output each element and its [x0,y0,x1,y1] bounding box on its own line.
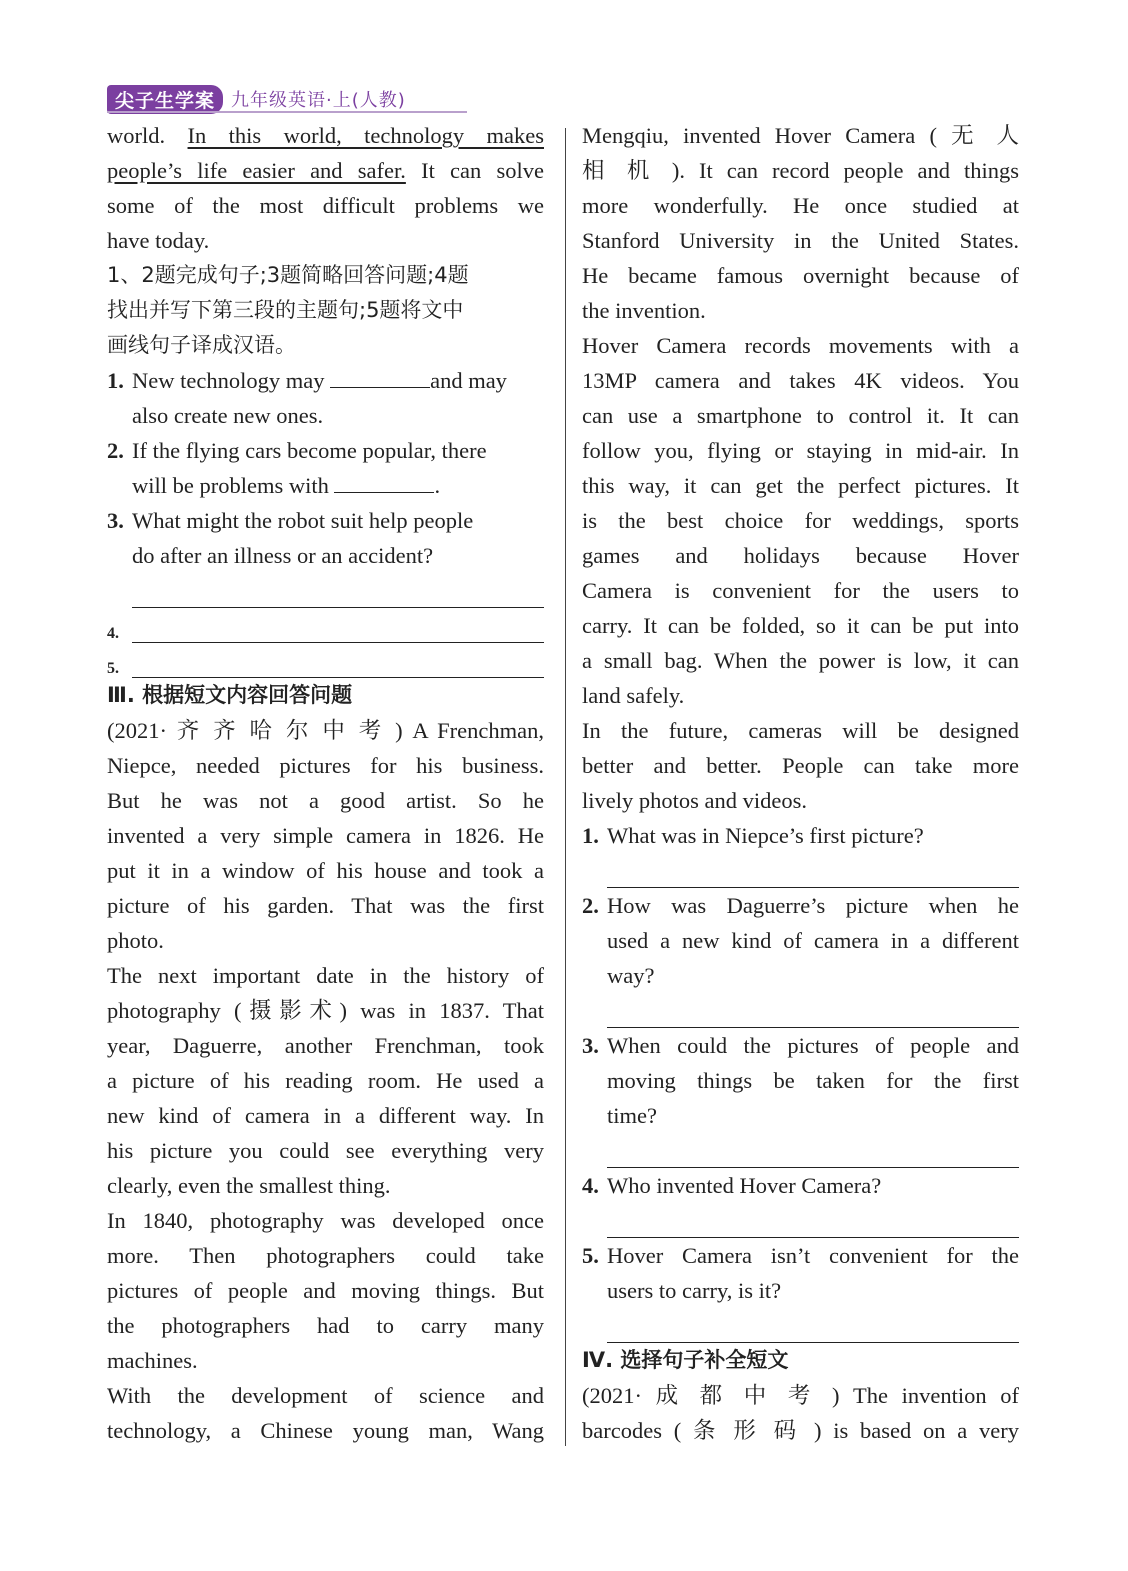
question-2-cont: will be problems with . [107,468,544,503]
passage-line: In the future, cameras will be designed [582,718,1019,743]
passage-line: more wonderfully. He once studied at [582,193,1019,218]
passage-line: a picture of his reading room. He used a [107,1068,544,1093]
passage-line: invented a very simple camera in 1826. He [107,823,544,848]
passage-line: land safely. [582,683,685,708]
brand-logo: 尖子生学案 [107,85,223,114]
passage-line: new kind of camera in a different way. In [107,1103,544,1128]
passage-line: Mengqiu, invented Hover Camera ( 无 人 [582,123,1019,148]
passage-line: some of the most difficult problems we [107,193,544,218]
question-3-cont: do after an illness or an accident? [132,543,434,568]
question-2: 2. If the flying cars become popular, there [107,438,487,463]
section-heading: Ⅲ. 根据短文内容回答问题 [107,683,353,707]
passage-line: Camera is convenient for the users to [582,578,1019,603]
passage-line: his picture you could see everything very [107,1138,544,1163]
passage-line: can use a smartphone to control it. It can [582,403,1019,428]
passage-line: Hover Camera records movements with a [582,333,1019,358]
passage-line: games and holidays because Hover [582,543,1019,568]
passage-line: have today. [107,228,210,253]
answer-line[interactable] [582,1203,1019,1238]
passage-line: barcodes ( 条 形 码 ) is based on a very [582,1418,1019,1443]
answer-blank[interactable] [334,470,434,493]
passage-line: picture of his garden. That was the first [107,893,544,918]
passage-line: is the best choice for weddings, sports [582,508,1019,533]
answer-line[interactable] [582,853,1019,888]
passage-line: machines. [107,1348,198,1373]
answer-line[interactable] [582,993,1019,1028]
passage-line: year, Daguerre, another Frenchman, took [107,1033,544,1058]
answer-blank[interactable] [330,365,430,388]
passage-line: (2021· 成 都 中 考 ) The invention of [582,1383,1019,1408]
passage-line: follow you, flying or staying in mid-air. In [582,438,1019,463]
section-heading: Ⅳ. 选择句子补全短文 [582,1348,789,1372]
question-5[interactable]: 5. [107,643,544,678]
right-column [582,118,1019,1448]
passage-line: photography (摄影术) was in 1837. That [107,998,544,1023]
passage-line: But he was not a good artist. So he [107,788,544,813]
passage-line: The next important date in the history of [107,963,544,988]
passage-line: With the development of science and [107,1383,544,1408]
passage-line: photo. [107,928,164,953]
passage-line: He became famous overnight because of [582,263,1019,288]
question-4: 4. Who invented Hover Camera? [582,1173,882,1198]
passage-line: (2021· 齐 齐 哈 尔 中 考 ) A Frenchman, [107,718,544,743]
question-1-cont: also create new ones. [132,403,324,428]
book-subtitle: 九年级英语·上(人教) [231,90,406,111]
instruction-line: 1、2题完成句子;3题简略回答问题;4题 [107,263,469,287]
question-1: 1. New technology may and may [107,363,544,398]
answer-line[interactable] [582,1133,1019,1168]
question-5: 5. Hover Camera isn’t convenient for the users to carry, is it? [582,1243,1019,1303]
header-rule [107,111,467,113]
passage-line: better and better. People can take more [582,753,1019,778]
left-column [107,118,544,1448]
answer-line[interactable] [107,573,544,608]
passage-line: Stanford University in the United States. [582,228,1019,253]
passage-line: 相 机 ). It can record people and things [582,158,1019,183]
passage-line: clearly, even the smallest thing. [107,1173,391,1198]
question-4[interactable]: 4. [107,608,544,643]
passage-line: 13MP camera and takes 4K videos. You [582,368,1019,393]
answer-line[interactable] [582,1308,1019,1343]
passage-line: carry. It can be folded, so it can be put into [582,613,1019,638]
passage-line: put it in a window of his house and took a [107,858,544,883]
passage-line: pictures of people and moving things. But [107,1278,544,1303]
question-3: 3. When could the pictures of people and moving things be taken for the first time? [582,1033,1019,1128]
passage-line: this way, it can get the perfect pictures. It [582,473,1019,498]
passage-line: world. In this world, technology makes [107,123,544,148]
passage-line: more. Then photographers could take [107,1243,544,1268]
page-header [107,84,406,114]
passage-line: lively photos and videos. [582,788,807,813]
passage-line: people’s life easier and safer. It can solve [107,158,544,183]
passage-line: the photographers had to carry many [107,1313,544,1338]
passage-line: a small bag. When the power is low, it can [582,648,1019,673]
instruction-line: 找出并写下第三段的主题句;5题将文中 [107,298,464,322]
question-3: 3. What might the robot suit help people [107,508,474,533]
question-2: 2. How was Daguerre’s picture when he used a new kind of camera in a different way? [582,893,1019,988]
passage-line: Niepce, needed pictures for his business. [107,753,544,778]
column-divider [565,128,566,1446]
passage-left [107,713,544,1448]
passage-line: technology, a Chinese young man, Wang [107,1418,544,1443]
question-1: 1. What was in Niepce’s first picture? [582,823,924,848]
passage-line: In 1840, photography was developed once [107,1208,544,1233]
passage-line: the invention. [582,298,706,323]
instruction-line: 画线句子译成汉语。 [107,333,296,357]
